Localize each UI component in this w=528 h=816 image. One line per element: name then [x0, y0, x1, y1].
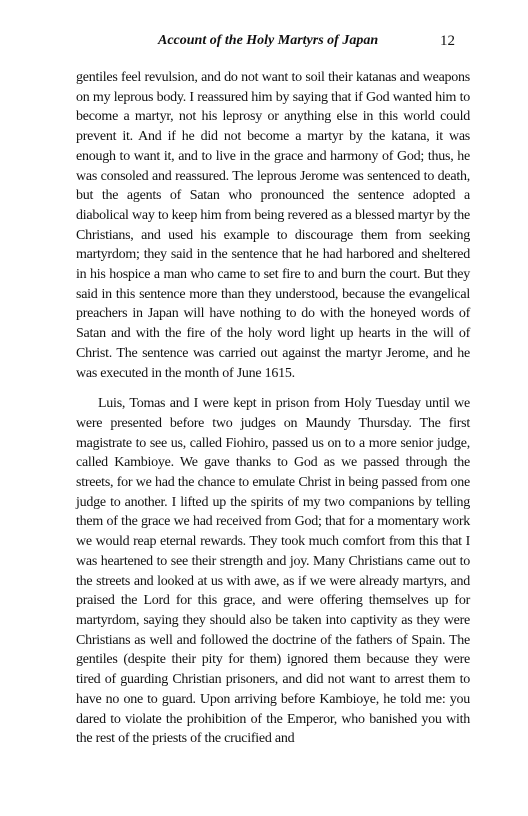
page-header [76, 33, 456, 55]
page-body [76, 68, 470, 749]
paragraph-prison-and-judges: Luis, Tomas and I were kept in prison from Holy Tuesday until we were presented before two judges on Maundy Thursday. The first magistrate to see us, called Fiohiro, passed us on to a more senior judge, called Kambioye. We gave thanks to God as we passed through the streets, for we had the chance to emulate Christ in being passed from one judge to another. I lifted up the spirits of my two companions by telling them of the grace we had received from God; that for a momentary work we would reap eternal rewards. They took much comfort from this that I was heartened to see their strength and joy. Many Christians came out to the streets and looked at us with awe, as if we were already martyrs, and praised the Lord for this grace, and were offering themselves up for martyrdom, saying they should also be taken into captivity as they were Christians as well and followed the doctrine of the fathers of Spain. The gentiles (despite their pity for them) ignored them because they were tired of guarding Christian prisoners, and did not want to arrest them to have no one to guard. Upon arriving before Kambioye, he told me: you dared to violate the prohibition of the Emperor, who banished you with the rest of the priests of the crucified and [76, 396, 470, 747]
running-title: Account of the Holy Martyrs of Japan [158, 33, 379, 48]
paragraph-jerome-sentence: gentiles feel revulsion, and do not want to soil their katanas and weapons on my leprous body. I reassured him by saying that if God wanted him to become a martyr, not his leprosy or anything else in this world could prevent it. And if he did not become a martyr by the katana, it was enough to want it, and to live in the grace and harmony of God; thus, he was consoled and reassured. The leprous Jerome was sentenced to death, but the agents of Satan who pronounced the sentence adopted a diabolical way to keep him from being revered as a blessed martyr by the Christians, and used his example to discourage them from seeking martyrdom; they said in the sentence that he had harbored and sheltered in his hospice a man who came to set fire to and burn the court. But they said in this sentence more than they understood, because the evangelical preachers in Japan will have nothing to do with the honeyed words of Satan and with the fire of the holy word light up hearts in the will of Christ. The sentence was carried out against the martyr Jerome, and he was executed in the month of June 1615. [76, 70, 470, 381]
page-number: 12 [440, 33, 455, 49]
